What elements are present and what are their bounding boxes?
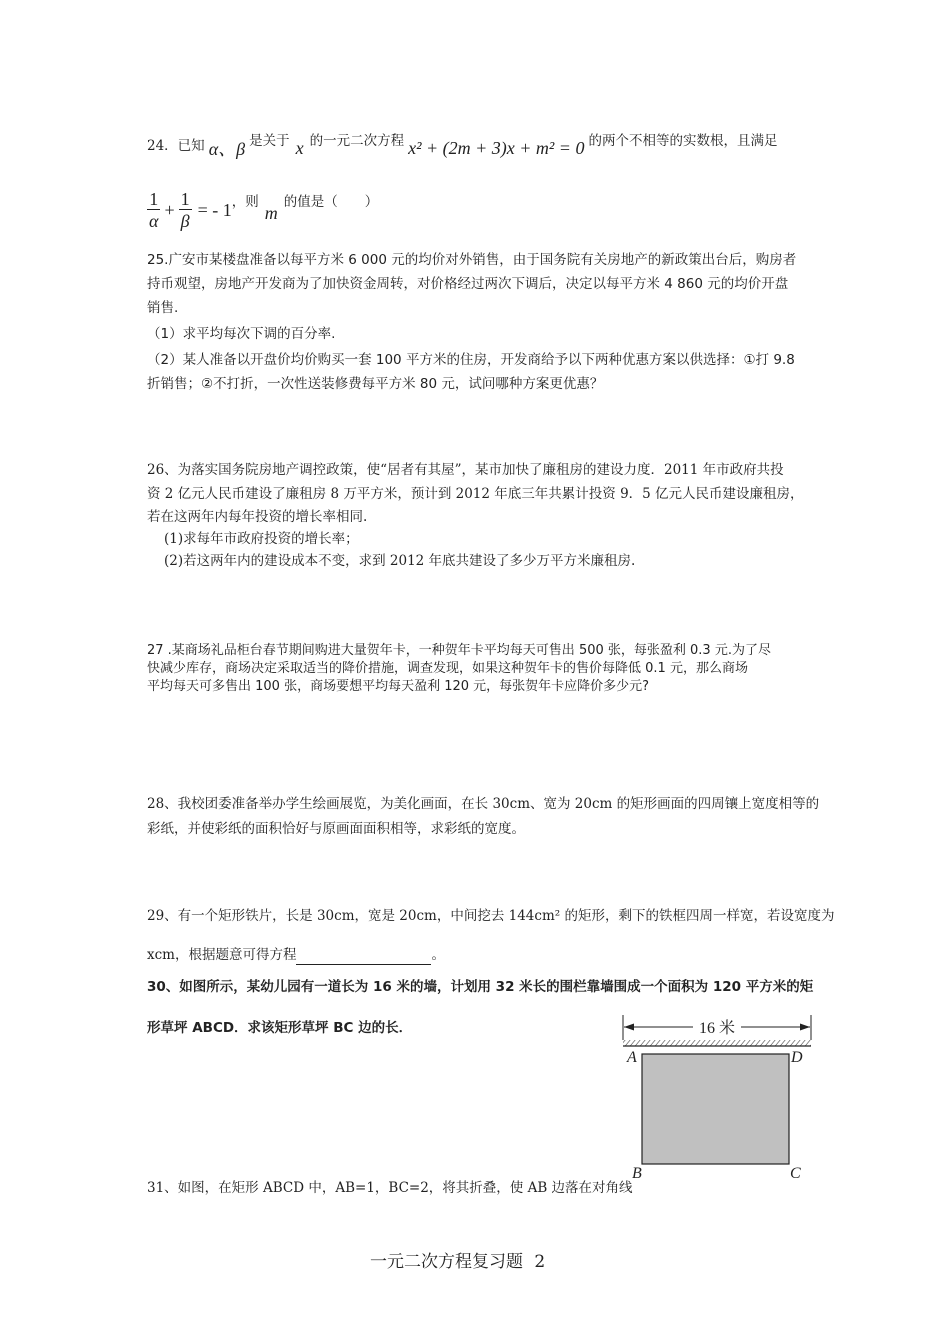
q30-figure [615, 1010, 820, 1185]
q27-line2: 快减少库存，商场决定采取适当的降价措施，调查发现，如果这种贺年卡的售价每降低 0.1 元，那么商场 [147, 661, 748, 676]
q26-line3: 若在这两年内每年投资的增长率相同. [147, 509, 368, 525]
q24-frac-alpha-num: 1 [149, 188, 159, 209]
q29-period: 。 [431, 947, 445, 963]
q25-line2: 持币观望，房地产开发商为了加快资金周转，对价格经过两次下调后，决定以每平方米 4 860 元的均价开盘 [147, 276, 789, 292]
vertex-b: B [632, 1165, 642, 1182]
q28-line1: 28、我校团委准备举办学生绘画展览，为美化画面，在长 30cm、宽为 20cm 的矩形画面的四周镶上宽度相等的 [147, 796, 820, 812]
wall-hatch [623, 1040, 811, 1046]
q25-line1: 25.广安市某楼盘准备以每平方米 6 000 元的均价对外销售，由于国务院有关房地产的新政策出台后，购房者 [147, 252, 797, 268]
q24-var-m: m [264, 202, 278, 223]
q29-text: xcm，根据题意可得方程 [147, 947, 297, 963]
q25-part2b: 折销售；②不打折，一次性送装修费每平方米 80 元，试问哪种方案更优惠？ [147, 376, 604, 392]
q29-line1: 29、有一个矩形铁片，长是 30cm，宽是 20cm，中间挖去 144cm² 的矩形，剩下的铁框四周一样宽，若设宽度为 [147, 908, 835, 924]
footer-page-number: 2 [534, 1252, 546, 1272]
q27-line1: 27 .某商场礼品柜台春节期间购进大量贺年卡，一种贺年卡平均每天可售出 500 张，每张盈利 0.3 元.为了尽 [147, 643, 771, 658]
q24-plus: + [164, 199, 175, 220]
q24-number: 24．已知 [147, 137, 205, 154]
q26-part2: (2)若这两年内的建设成本不变，求到 2012 年底共建设了多少万平方米廉租房. [164, 553, 636, 569]
vertex-d: D [791, 1049, 803, 1066]
q24-frac-alpha-den: α [149, 210, 159, 231]
q24-roots: α、β [208, 138, 246, 159]
dim-arrowhead-left [624, 1024, 634, 1031]
q28-line2: 彩纸，并使彩纸的面积恰好与原画面面积相等，求彩纸的宽度。 [147, 821, 525, 837]
q24-rhs: = - 1 [197, 199, 232, 220]
q26-part1: (1)求每年市政府投资的增长率； [164, 531, 359, 547]
q27-line3: 平均每天可多售出 100 张，商场要想平均每天盈利 120 元，每张贺年卡应降价多少元? [147, 679, 650, 694]
q26-line2: 资 2 亿元人民币建设了廉租房 8 万平方米，预计到 2012 年底三年共累计投资 9．5 亿元人民币建设廉租房， [147, 486, 804, 502]
lawn-rectangle [642, 1054, 789, 1164]
vertex-a: A [627, 1049, 637, 1066]
q29-answer-blank [296, 950, 431, 965]
wall-length-label: 16 米 [698, 1020, 736, 1037]
q24-frac-beta [179, 189, 192, 232]
dim-arrowhead-right [800, 1024, 810, 1031]
q24-equation: x² + (2m + 3)x + m² = 0 [408, 137, 585, 158]
q24-frac-alpha [147, 189, 160, 232]
q31-line1: 31、如图，在矩形 ABCD 中，AB=1，BC=2，将其折叠，使 AB 边落在对角线 [147, 1180, 633, 1196]
q24-frac-beta-den: β [180, 210, 190, 231]
q25-line3: 销售. [147, 300, 179, 316]
page-footer [370, 1247, 545, 1272]
q24-text-3: 的两个不相等的实数根，且满足 [588, 132, 778, 149]
q24-text-2: 的一元二次方程 [309, 132, 405, 149]
q25-part2a: （2）某人准备以开盘价均价购买一套 100 平方米的住房，开发商给予以下两种优惠方案以供选择：①打 9.8 [147, 352, 795, 368]
q24-var-x: x [295, 137, 304, 158]
footer-title: 一元二次方程复习题 [370, 1252, 523, 1272]
q24-text-1: 是关于 [249, 132, 290, 149]
q24-text-4: ，则 [231, 193, 259, 210]
q30-line2: 形草坪 ABCD．求该矩形草坪 BC 边的长． [147, 1020, 413, 1036]
q24-text-5: 的值是（ ） [283, 193, 379, 210]
q24-frac-beta-num: 1 [180, 188, 190, 209]
q24-line2 [147, 185, 378, 235]
q30-line1: 30、如图所示，某幼儿园有一道长为 16 米的墙，计划用 32 米长的围栏靠墙围成一个面积为 120 平方米的矩 [147, 979, 814, 995]
q24-line1 [147, 130, 777, 162]
q25-part1: （1）求平均每次下调的百分率. [147, 326, 336, 342]
q29-line2 [147, 946, 445, 965]
vertex-c: C [790, 1165, 801, 1182]
q26-line1: 26、为落实国务院房地产调控政策，使“居者有其屋”，某市加快了廉租房的建设力度．2011 年市政府共投 [147, 462, 784, 478]
